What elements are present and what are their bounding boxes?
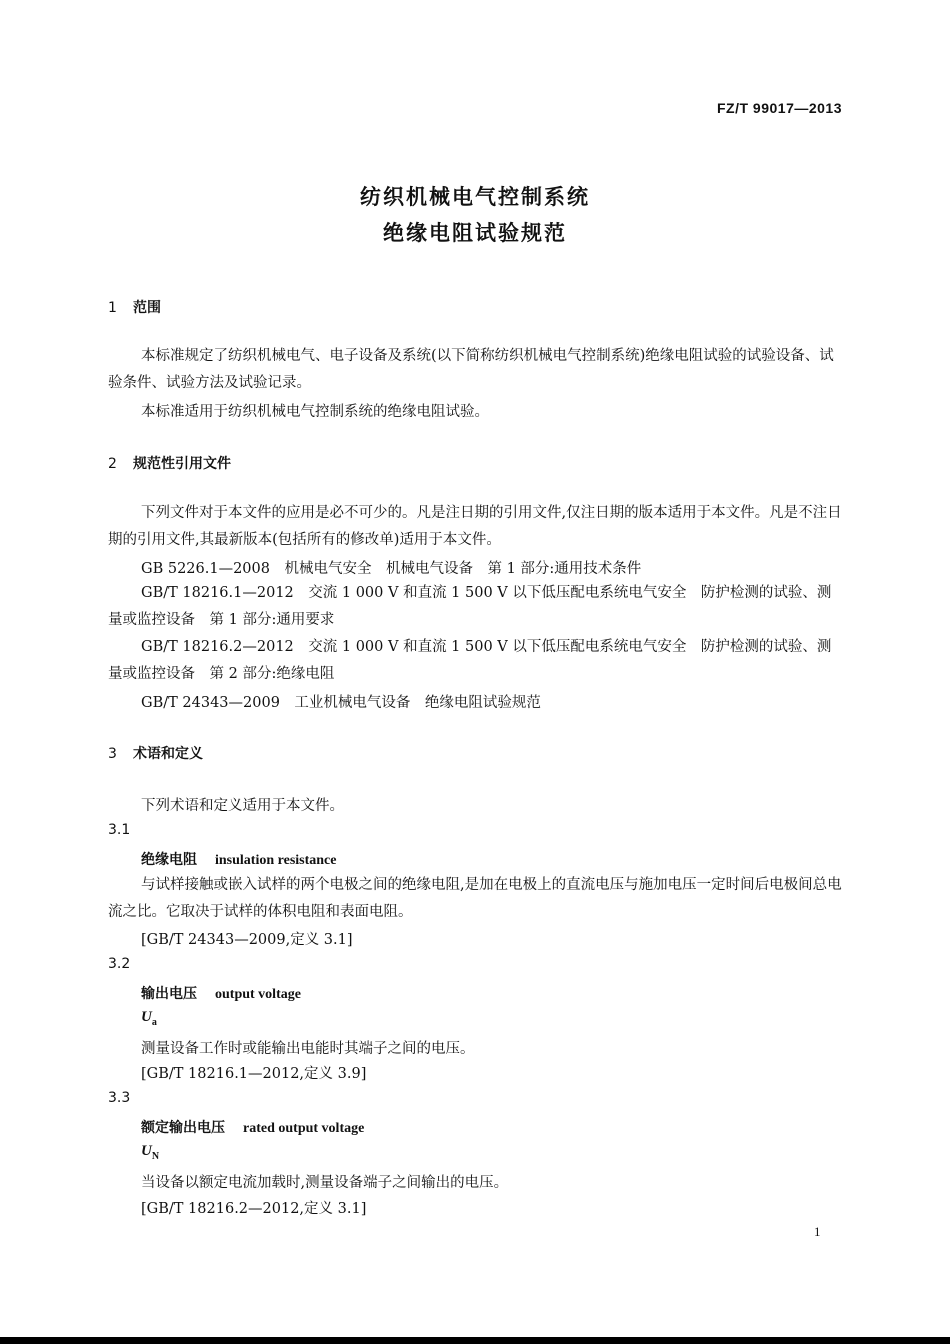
reference-item: GB 5226.1—2008 机械电气安全 机械电气设备 第 1 部分:通用技术条件 (141, 561, 642, 577)
section-title: 规范性引用文件 (133, 456, 231, 472)
section-number: 2 (108, 456, 117, 472)
reference-item: GB/T 18216.1—2012 交流 1 000 V 和直流 1 500 V 以下低压配电系统电气安全 防护检测的试验、测量或监控设备 第 1 部分:通用要求 (108, 585, 832, 628)
reference-item: GB/T 24343—2009 工业机械电气设备 绝缘电阻试验规范 (141, 695, 541, 711)
term-symbol (141, 1143, 159, 1162)
section-2-heading (108, 453, 231, 473)
term-source: [GB/T 18216.2—2012,定义 3.1] (141, 1201, 367, 1217)
document-title-line-1: 纺织机械电气控制系统 (360, 185, 590, 209)
section-3-heading (108, 743, 203, 763)
term-number: 3.2 (108, 956, 131, 972)
term-chinese: 绝缘电阻 (141, 852, 197, 868)
section-1-paragraph-1: 本标准规定了纺织机械电气、电子设备及系统(以下简称纺织机械电气控制系统)绝缘电阻试验的试验设备、试验条件、试验方法及试验记录。 (108, 348, 834, 391)
section-number: 1 (108, 300, 117, 316)
document-title-line-2: 绝缘电阻试验规范 (383, 221, 567, 245)
bottom-rule (0, 1337, 950, 1344)
term-english: insulation resistance (215, 853, 337, 868)
symbol-subscript: N (151, 1151, 160, 1162)
page-number: 1 (814, 1224, 821, 1239)
section-1-heading (108, 297, 161, 317)
term-definition: 当设备以额定电流加载时,测量设备端子之间输出的电压。 (141, 1175, 509, 1191)
term-number: 3.1 (108, 822, 131, 838)
term-english: output voltage (215, 987, 301, 1002)
section-1-paragraph-2: 本标准适用于纺织机械电气控制系统的绝缘电阻试验。 (141, 404, 489, 420)
standard-code: FZ/T 99017—2013 (716, 100, 842, 116)
section-title: 范围 (133, 300, 161, 316)
term-chinese: 输出电压 (141, 986, 197, 1002)
symbol-subscript: a (151, 1017, 157, 1028)
section-number: 3 (108, 746, 117, 762)
term-chinese: 额定输出电压 (141, 1120, 225, 1136)
term-heading (141, 983, 301, 1003)
term-symbol (141, 1009, 157, 1028)
term-definition: 与试样接触或嵌入试样的两个电极之间的绝缘电阻,是加在电极上的直流电压与施加电压一定时间后电极间总电流之比。它取决于试样的体积电阻和表面电阻。 (108, 877, 842, 920)
term-heading (141, 849, 336, 869)
term-number: 3.3 (108, 1090, 131, 1106)
term-heading (141, 1117, 364, 1137)
term-definition: 测量设备工作时或能输出电能时其端子之间的电压。 (141, 1041, 475, 1057)
term-source: [GB/T 18216.1—2012,定义 3.9] (141, 1066, 367, 1082)
section-title: 术语和定义 (133, 746, 203, 762)
symbol-letter: U (141, 1009, 152, 1025)
section-3-intro: 下列术语和定义适用于本文件。 (141, 798, 344, 814)
reference-item: GB/T 18216.2—2012 交流 1 000 V 和直流 1 500 V 以下低压配电系统电气安全 防护检测的试验、测量或监控设备 第 2 部分:绝缘电阻 (108, 639, 832, 682)
symbol-letter: U (141, 1143, 152, 1159)
term-source: [GB/T 24343—2009,定义 3.1] (141, 932, 353, 948)
section-2-intro: 下列文件对于本文件的应用是必不可少的。凡是注日期的引用文件,仅注日期的版本适用于本文件。凡是不注日期的引用文件,其最新版本(包括所有的修改单)适用于本文件。 (108, 505, 842, 548)
term-english: rated output voltage (243, 1121, 365, 1136)
